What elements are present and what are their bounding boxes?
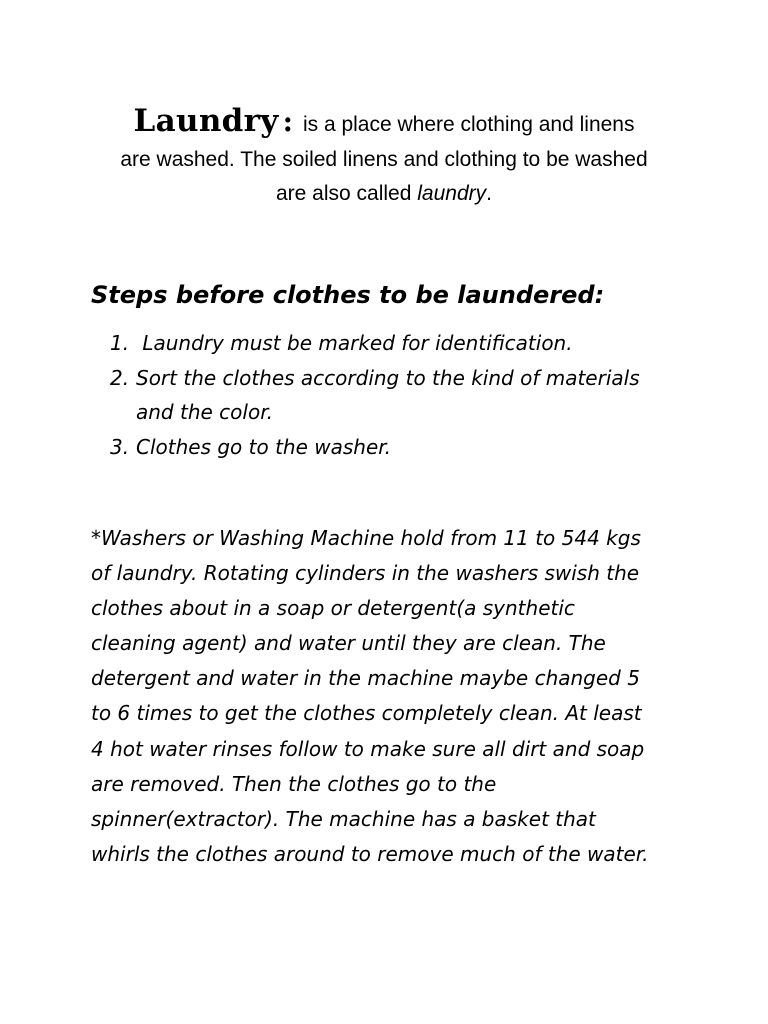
intro-line-2: are washed. The soiled linens and clothing to be washed	[120, 148, 648, 171]
step-text-2-line-2: and the color.	[136, 400, 273, 424]
step-text-2-line-1: Sort the clothes according to the kind of materials	[136, 365, 640, 390]
paragraph-line: of laundry. Rotating cylinders in the washers swish the	[91, 561, 640, 586]
intro-line-3	[80, 175, 688, 212]
intro-line-3-suffix: .	[486, 182, 492, 205]
paragraph-line: clothes about in a soap or detergent(a synthetic	[91, 596, 575, 621]
step-item-2	[110, 361, 710, 430]
paragraph-line: to 6 times to get the clothes completely clean. At least	[91, 701, 642, 726]
intro-definition	[80, 103, 688, 212]
paragraph-line: *Washers or Washing Machine hold from 11 to 544 kgs	[91, 526, 641, 550]
washer-paragraph	[91, 521, 691, 872]
intro-line-1: is a place where clothing and linens	[302, 113, 635, 136]
intro-line-3-italic: laundry	[417, 182, 487, 205]
step-number-3: 3.	[110, 434, 130, 459]
steps-heading: Steps before clothes to be laundered:	[91, 281, 605, 309]
paragraph-line: whirls the clothes around to remove much of the water.	[91, 841, 649, 866]
step-item-3	[110, 430, 710, 465]
paragraph-line: detergent and water in the machine maybe changed 5	[91, 666, 640, 691]
term-laundry: Laundry	[133, 103, 279, 139]
step-number-2: 2.	[110, 365, 130, 390]
steps-list	[110, 326, 710, 464]
intro-line-3-prefix: are also called	[276, 182, 412, 205]
paragraph-line: cleaning agent) and water until they are clean. The	[91, 631, 606, 656]
step-text-3-line-1: Clothes go to the washer.	[136, 434, 392, 459]
paragraph-line: 4 hot water rinses follow to make sure all dirt and soap	[91, 736, 645, 761]
step-item-1	[110, 326, 710, 361]
paragraph-line: spinner(extractor). The machine has a basket that	[91, 806, 596, 831]
term-colon: :	[282, 105, 293, 138]
step-text-1-line-1: Laundry must be marked for identification.	[142, 331, 573, 355]
step-text-1	[136, 331, 573, 355]
paragraph-line: are removed. Then the clothes go to the	[91, 771, 497, 796]
step-number-1: 1.	[110, 331, 130, 355]
